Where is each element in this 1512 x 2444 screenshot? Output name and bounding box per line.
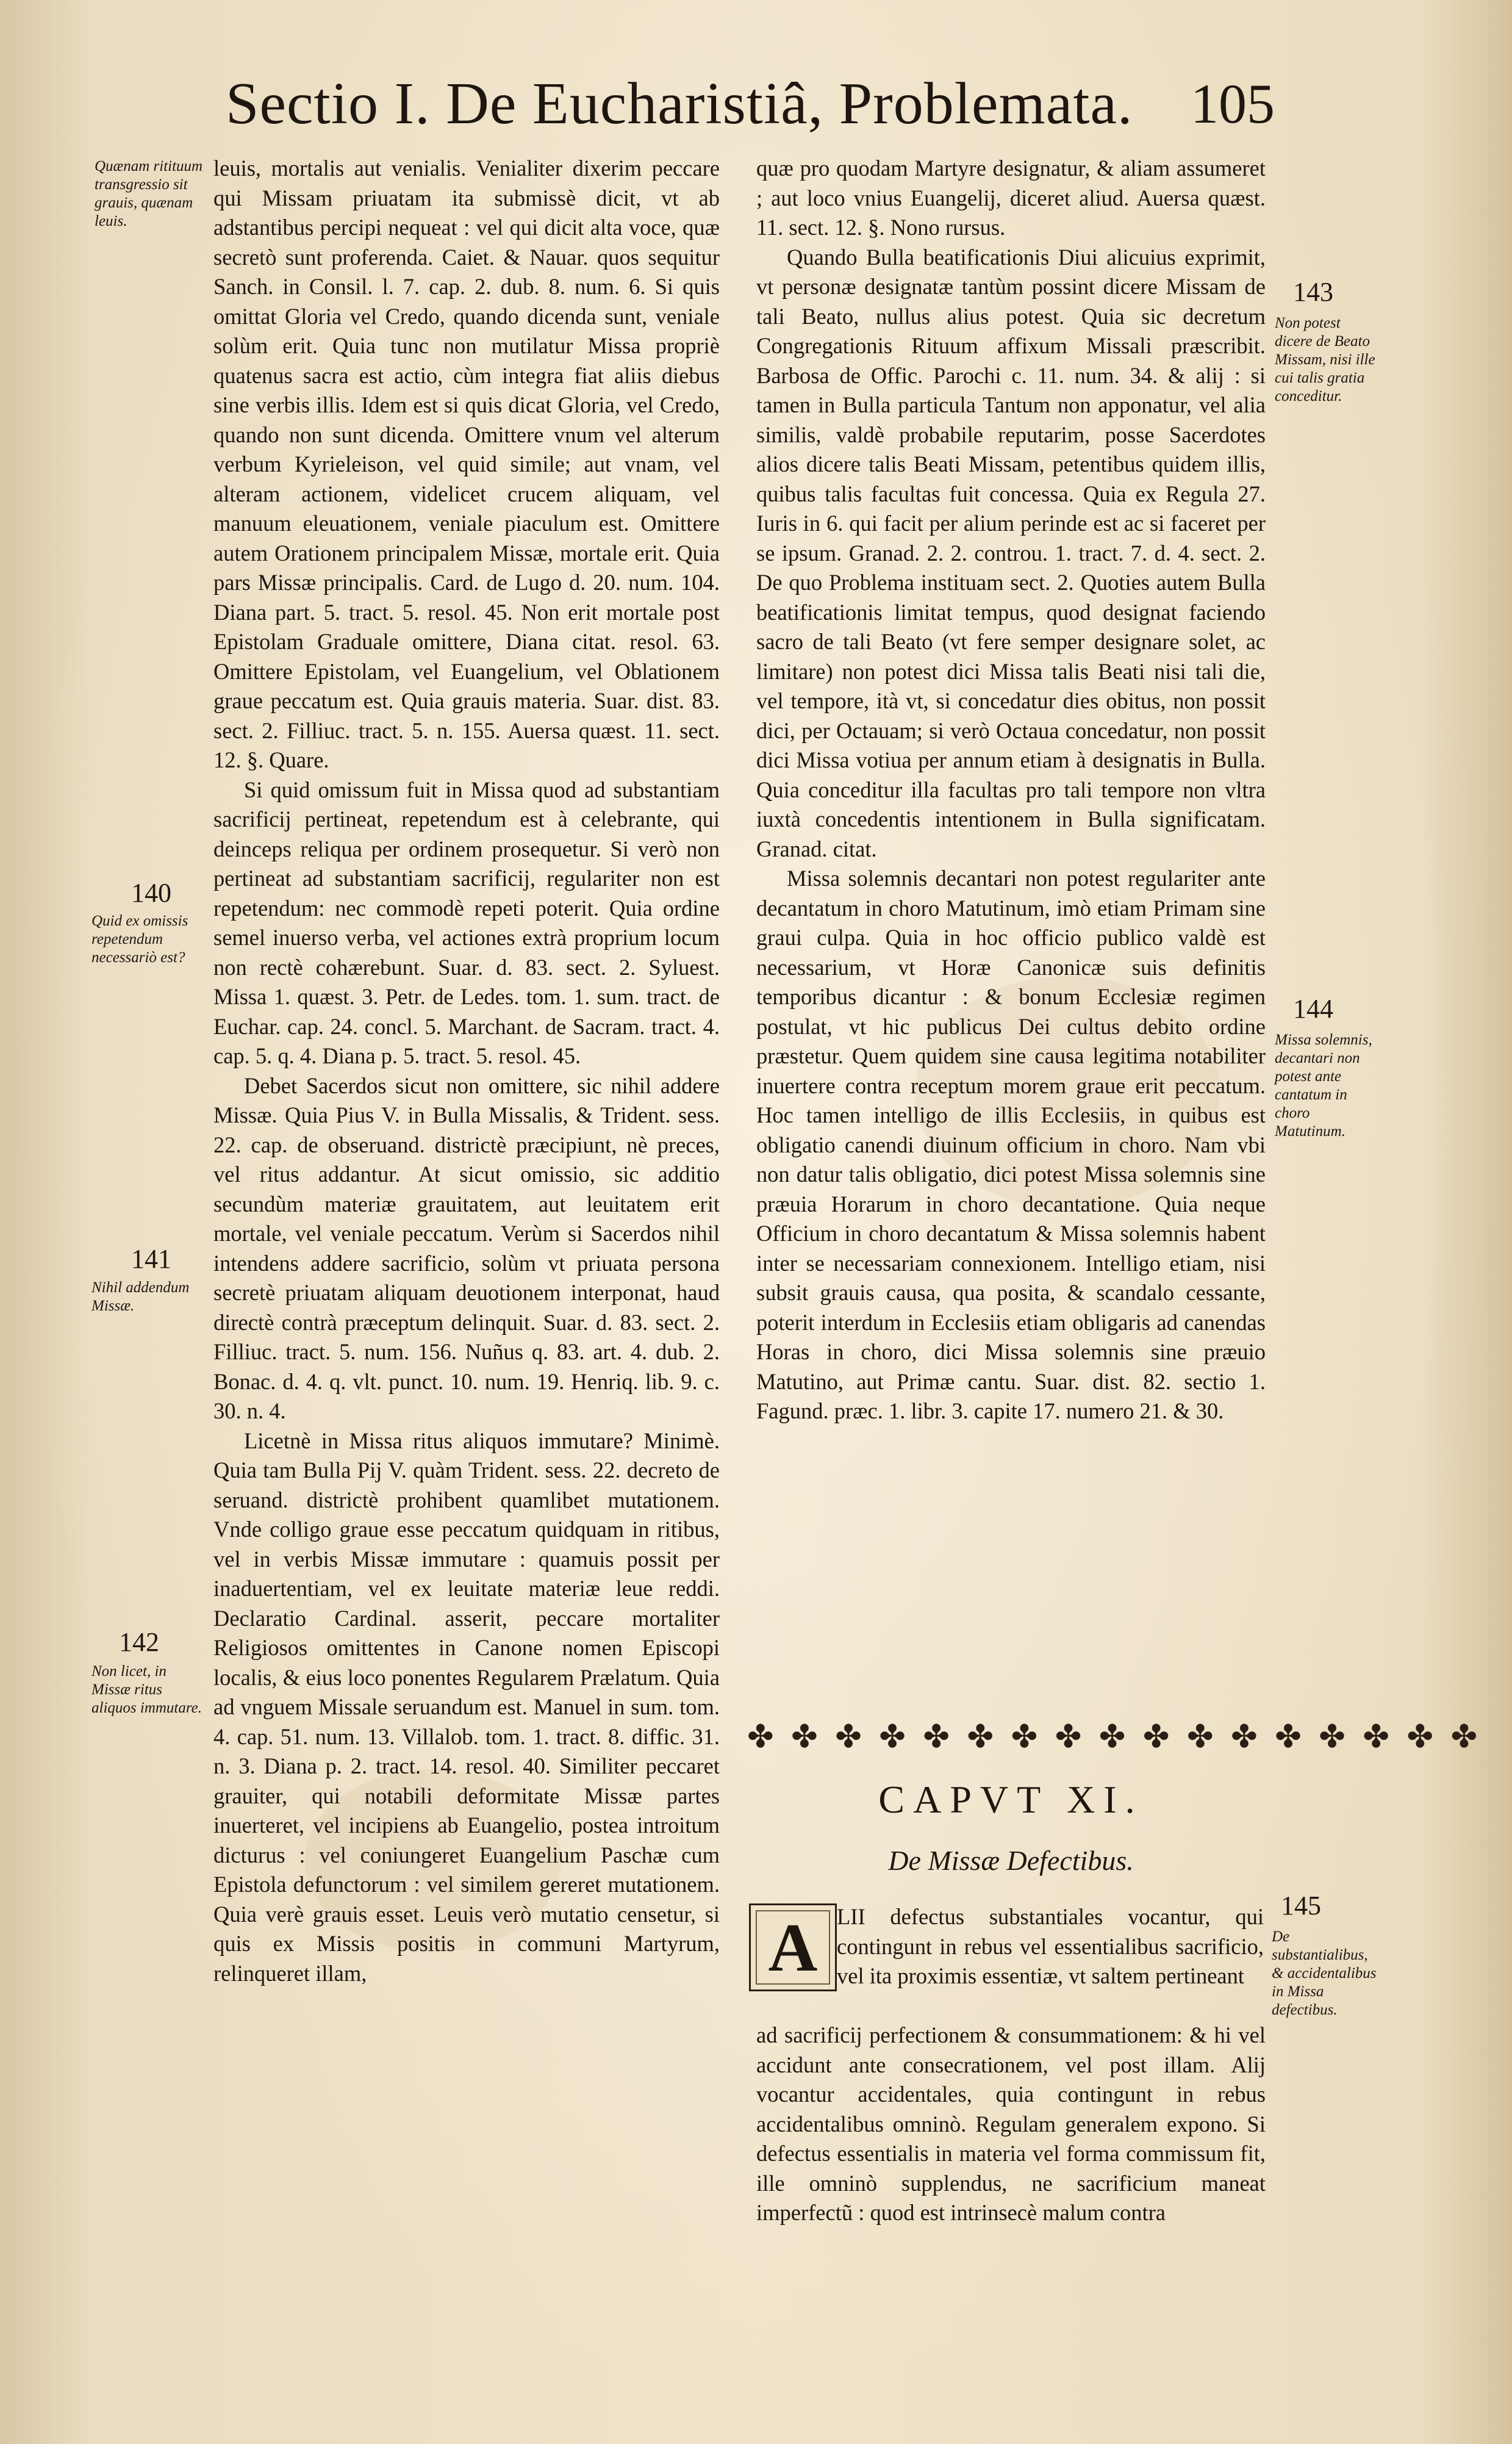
paragraph-number: 145 [1281, 1891, 1321, 1921]
chapter-subtitle: De Missæ Defectibus. [888, 1845, 1134, 1876]
paragraph: quæ pro quodam Martyre designatur, & aliam assumeret ; aut loco vnius Euangelij, diceret aliud. Auersa quæst. 11. sect. 12. §. Nono rursus. [756, 156, 1266, 240]
paragraph: Licetnè in Missa ritus aliquos immutare? Minimè. Quia tam Bulla Pij V. quàm Trident. sess. 22. decreto de seruand. districtè prohibent quamlibet mutationem. Vnde colligo graue esse peccatum quidquam in ritibus, vel in verbis Missæ immutare : quamuis possit per inaduertentiam, vel ex leuitate materiæ leue reddi. Declaratio Cardinal. asserit, peccare mortaliter Religiosos omittentes in Canone nomen Episcopi localis, & eius loco ponentes Regularem Prælatum. Quia ad vnguem Missale seruandum est. Manuel in sum. tom. 4. cap. 51. num. 13. Villalob. tom. 1. tract. 8. diffic. 31. n. 3. Diana p. 2. tract. 14. resol. 40. Similiter peccaret grauiter, qui notabili deformitate Missæ partes inuerteret, vel incipiens ab Euangelio, postea introitum dicturus : vel coniungeret Euangelium Paschæ cum Epistola defunctorum : vel similem gereret mutationem. Quia verè grauis esset. Leuis verò mutatio censetur, si quis ex Missis positis in communi Martyrum, relinqueret illam, [213, 1428, 720, 1986]
paragraph: Si quid omissum fuit in Missa quod ad substantiam sacrificij pertineat, repetendum est à celebrante, qui deinceps reliqua per ordinem prosequetur. Si verò non pertineat ad substantiam sacrificij, regulariter non est repetendum: nec commodè repeti poterit. Quia ordine semel inuerso verba, vel actiones extrà proprium locum non rectè cohærebunt. Suar. d. 83. sect. 2. Syluest. Missa 1. quæst. 3. Petr. de Ledes. tom. 1. sum. tract. de Euchar. cap. 24. concl. 5. Marchant. de Sacram. tract. 4. cap. 5. q. 4. Diana p. 5. tract. 5. resol. 45. [213, 777, 720, 1068]
chapter-title: CAPVT XI. [878, 1778, 1144, 1821]
paragraph-number: 141 [131, 1244, 171, 1274]
paragraph: Debet Sacerdos sicut non omittere, sic nihil addere Missæ. Quia Pius V. in Bulla Missalis, & Trident. sess. 22. cap. de obseruand. districtè præcipiunt, nè preces, vel ritus addantur. At sicut omissio, sic additio secundùm materiæ grauitatem, aut leuitatem erit mortale, vel veniale peccatum. Verùm si Sacerdos nihil intendens addere sacrificio, solùm vt priuata persona secretè priuatam aliquam deuotionem interponat, haud directè contrà præceptum delinquit. Suar. d. 83. sect. 2. Filliuc. tract. 5. num. 156. Nuñus q. 83. art. 4. dub. 2. Bonac. d. 4. q. vlt. punct. 10. num. 19. Henriq. lib. 9. c. 30. n. 4. [213, 1073, 720, 1423]
paragraph: LII defectus substantiales vocantur, qui contingunt in rebus vel essentialibus sacrificio, vel ita proximis essentiæ, vt saltem pertineant [837, 1904, 1264, 1988]
margin-note: Missa solemnis, decantari non potest ante cantatum in choro Matutinum. [1275, 1032, 1372, 1140]
margin-note: Non licet, in Missæ ritus aliquos immutare. [91, 1663, 202, 1716]
chapter-text [756, 2021, 1266, 2228]
paragraph: Quando Bulla beatificationis Diui alicuius exprimit, vt personæ designatæ tantùm possint dicere Missam de tali Beato, nullus alius potest. Quia sic decretum Congregationis Rituum affixum Missali præscribit. Barbosa de Offic. Parochi c. 11. num. 34. & alij : si tamen in Bulla particula Tantum non apponatur, vel alia similis, valdè probabile reputarim, posse Sacerdotes alios dicere talis Beati Missam, petentibus quidem illis, quibus talis facultas fuit concessa. Quia ex Regula 27. Iuris in 6. qui facit per alium perinde est ac si faceret per se ipsum. Granad. 2. 2. controu. 1. tract. 7. d. 4. sect. 2. De quo Problema instituam sect. 2. Quoties autem Bulla beatificationis limitat tempus, quod designat faciendo sacro de tali Beato (vt fere semper designare solet, ac limitare) non potest dici Missa talis Beati nisi tali die, vel tempore, ità vt, si concedatur dies obitus, non possit dici, per Octauam; si verò Octaua concedatur, non possit dici Missa votiua per annum etiam à designatis in Bulla. Quia conceditur illa facultas pro tali tempore non vltra iuxtà concedentis intentionem in Bulla significatam. Granad. citat. [756, 244, 1266, 861]
ornamental-band [747, 1717, 1482, 1756]
margin-note: Quænam ritituum transgressio sit grauis, quænam leuis. [95, 158, 203, 229]
paragraph-number: 140 [131, 878, 171, 908]
right-text-column [756, 154, 1266, 1426]
left-text-column [213, 154, 720, 1988]
page-number: 105 [1191, 73, 1275, 135]
running-title: Sectio I. De Eucharistiâ, Problemata. [226, 71, 1133, 137]
margin-note: Nihil addendum Missæ. [91, 1279, 190, 1314]
decorated-initial [749, 1903, 837, 1991]
fleuron-row: ✤ ✤ ✤ ✤ ✤ ✤ ✤ ✤ ✤ ✤ ✤ ✤ ✤ ✤ ✤ ✤ ✤ [747, 1719, 1482, 1755]
margin-note: Non potest dicere de Beato Missam, nisi ille cui talis gratia conceditur. [1275, 315, 1375, 404]
paragraph-number: 144 [1293, 994, 1333, 1024]
paragraph-number: 143 [1293, 277, 1333, 307]
initial-letter: A [768, 1910, 818, 1986]
chapter-opening-text [837, 1902, 1264, 1991]
paragraph-number: 142 [119, 1627, 159, 1657]
margin-note: De substantialibus, & accidentalibus in Missa defectibus. [1272, 1928, 1377, 2018]
margin-note: Quid ex omissis repetendum necessariò est? [91, 913, 188, 966]
paragraph: ad sacrificij perfectionem & consummationem: & hi vel accidunt ante consecrationem, vel post illam. Alij vocantur accidentales, quia contingunt in rebus accidentalibus omninò. Regulam generalem expono. Si defectus essentialis in materia vel forma commissum fit, ille omninò supplendus, ne sacrificium maneat imperfectũ : quod est intrinsecè malum contra [756, 2022, 1266, 2225]
paragraph: leuis, mortalis aut venialis. Venialiter dixerim peccare qui Missam priuatam ita submissè dicit, vt ab adstantibus percipi nequeat : vel qui dicit alta voce, quæ secretò sunt proferenda. Caiet. & Nauar. quos sequitur Sanch. in Consil. l. 7. cap. 2. dub. 8. num. 6. Si quis omittat Gloria vel Credo, quando dicenda sunt, veniale solùm erit. Quia tunc non mutilatur Missa propriè quatenus sacra est actio, cùm integra fiat aliis diebus sine verbis illis. Idem est si quis dicat Gloria, vel Credo, quando non sunt dicenda. Omittere vnum vel alterum verbum Kyrieleison, vel quid simile; aut vnam, vel alteram actionem, videlicet crucem aliquam, vel manuum eleuationem, veniale piaculum est. Omittere autem Orationem principalem Missæ, mortale erit. Quia pars Missæ principalis. Card. de Lugo d. 20. num. 104. Diana part. 5. tract. 5. resol. 45. Non erit mortale post Epistolam Graduale omittere, Diana citat. resol. 63. Omittere Epistolam, vel Euangelium, vel Oblationem graue peccatum est. Quia grauis materia. Suar. dist. 83. sect. 2. Filliuc. tract. 5. n. 155. Auersa quæst. 11. sect. 12. §. Quare. [213, 156, 720, 772]
page-header [226, 70, 1275, 143]
paragraph: Missa solemnis decantari non potest regulariter ante decantatum in choro Matutinum, imò etiam Primam sine graui culpa. Quia in hoc officio publico valdè est necessarium, vt Horæ Canonicæ suis definitis temporibus dicantur : & bonum Ecclesiæ regimen postulat, vt hic publicus Dei cultus debito ordine præstetur. Quem quidem sine causa legitima notabiliter inuertere contra receptum morem graue erit peccatum. Hoc tamen intelligo de illis Ecclesiis, in quibus est obligatio canendi diuinum officium in choro. Nam vbi non datur talis obligatio, dici potest Missa solemnis sine præuia Horarum in choro decantatione. Quia neque Officium in choro decantatum & Missa solemnis habent inter se necessariam connexionem. Intelligo etiam, nisi subsit grauis causa, qua posita, & scandalo cessante, poterit interdum in Ecclesiis etiam obligaris ad canendas Horas in choro, dici Missa solemnis sine præuio Matutino, aut Primæ cantu. Suar. dist. 82. sectio 1. Fagund. præc. 1. libr. 3. capite 17. numero 21. & 30. [756, 866, 1266, 1423]
